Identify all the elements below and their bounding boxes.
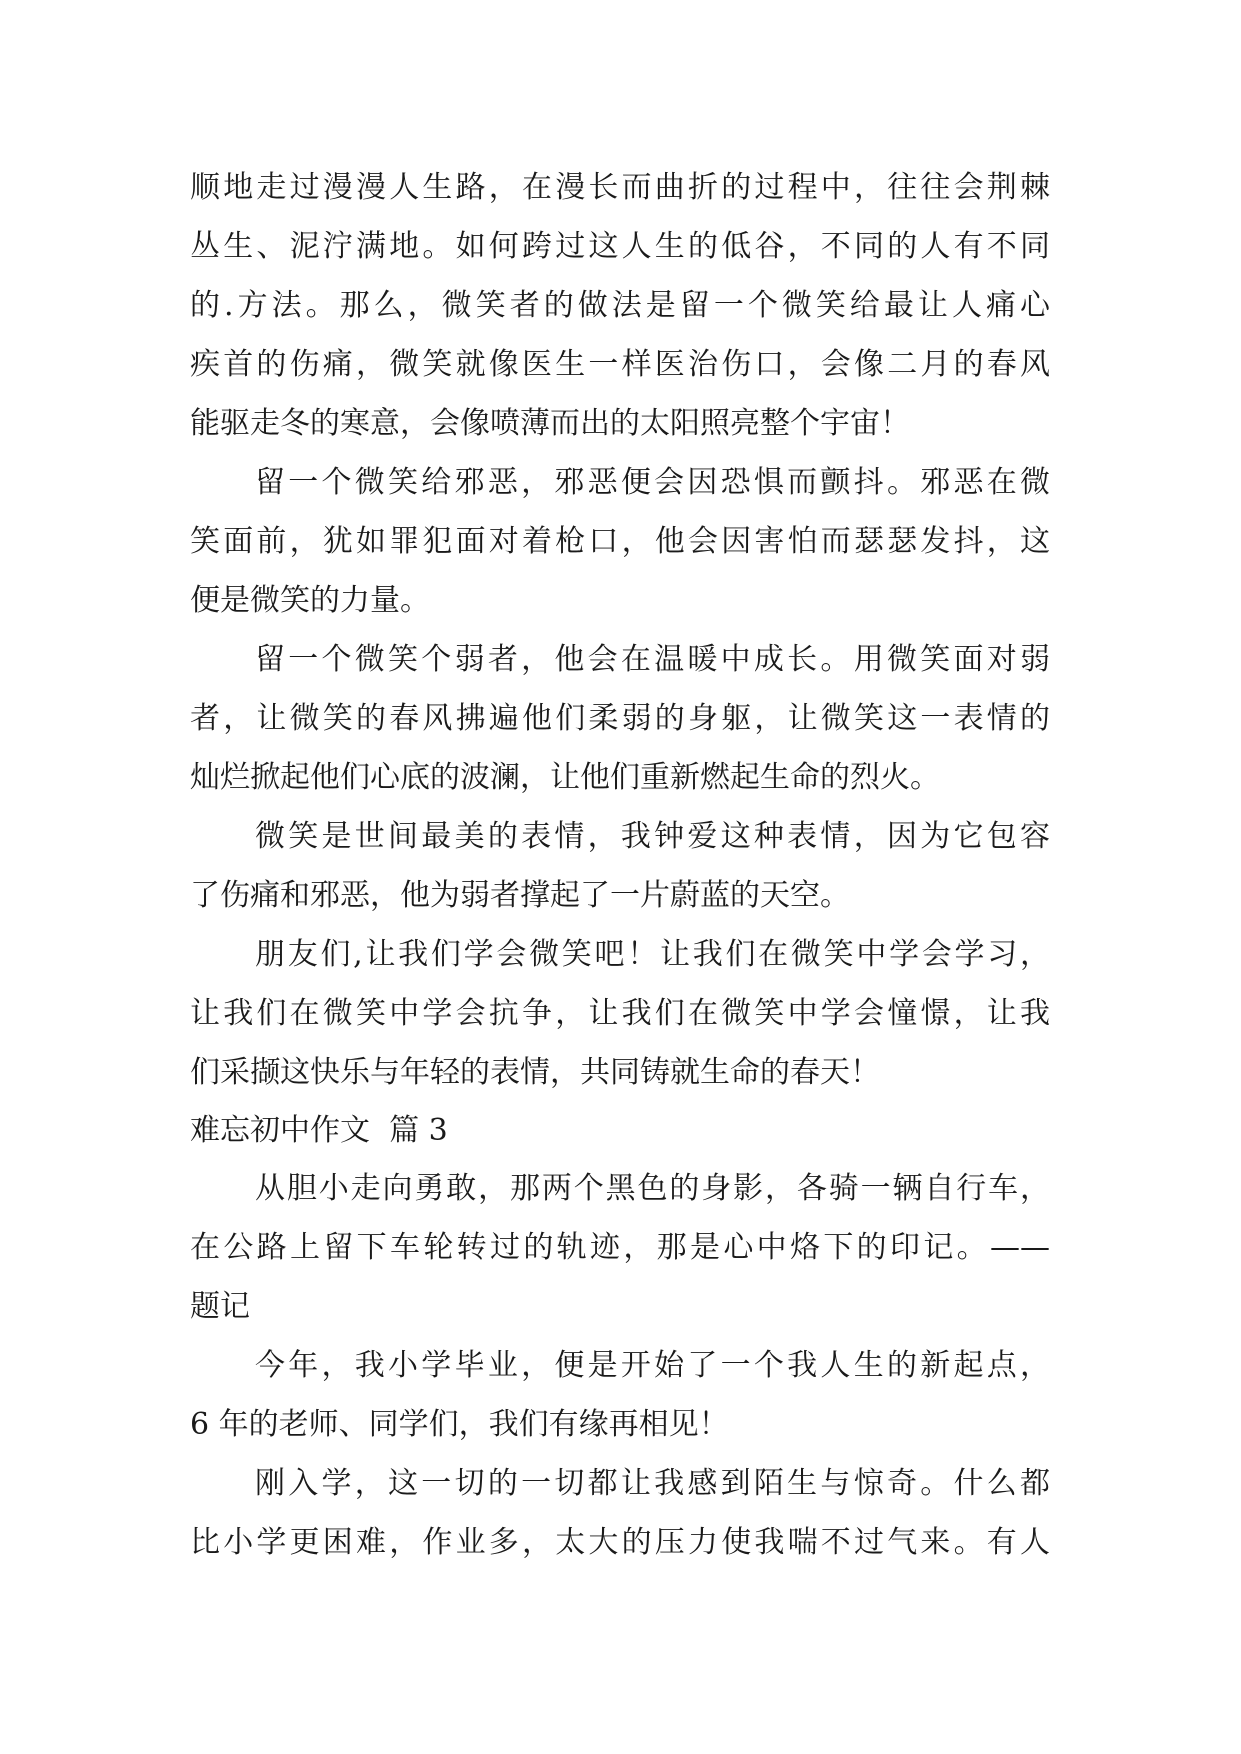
text-line: 了伤痛和邪恶，他为弱者撑起了一片蔚蓝的天空。 [190,878,850,913]
section-heading: 难忘初中作文 篇 3 [190,1113,448,1148]
text-line: 的.方法。那么，微笑者的做法是留一个微笑给最让人痛心 [190,288,1050,323]
text-line: 题记 [190,1289,250,1324]
text-line: 们采撷这快乐与年轻的表情，共同铸就生命的春天！ [190,1055,880,1090]
text-line: 疾首的伤痛，微笑就像医生一样医治伤口，会像二月的春风 [190,347,1050,382]
text-line: 丛生、泥泞满地。如何跨过这人生的低谷，不同的人有不同 [190,229,1050,264]
paragraph-first-line: 刚入学，这一切的一切都让我感到陌生与惊奇。什么都 [255,1466,1050,1501]
paragraph-first-line: 今年，我小学毕业，便是开始了一个我人生的新起点， [255,1348,1050,1383]
paragraph-first-line: 留一个微笑个弱者，他会在温暖中成长。用微笑面对弱 [255,642,1050,677]
text-line: 在公路上留下车轮转过的轨迹，那是心中烙下的印记。—— [190,1230,1050,1265]
text-line: 6 年的老师、同学们，我们有缘再相见！ [190,1407,729,1442]
text-line: 者，让微笑的春风拂遍他们柔弱的身躯，让微笑这一表情的 [190,701,1050,736]
text-line: 便是微笑的力量。 [190,583,430,618]
paragraph-first-line: 朋友们,让我们学会微笑吧！让我们在微笑中学会学习， [255,937,1050,972]
text-line: 顺地走过漫漫人生路，在漫长而曲折的过程中，往往会荆棘 [190,170,1050,205]
text-line: 笑面前，犹如罪犯面对着枪口，他会因害怕而瑟瑟发抖，这 [190,524,1050,559]
text-line: 让我们在微笑中学会抗争，让我们在微笑中学会憧憬，让我 [190,996,1050,1031]
text-line: 能驱走冬的寒意，会像喷薄而出的太阳照亮整个宇宙！ [190,406,910,441]
paragraph-first-line: 从胆小走向勇敢，那两个黑色的身影，各骑一辆自行车， [255,1171,1050,1206]
text-line: 比小学更困难，作业多，太大的压力使我喘不过气来。有人 [190,1525,1050,1560]
paragraph-first-line: 留一个微笑给邪恶，邪恶便会因恐惧而颤抖。邪恶在微 [255,465,1050,500]
paragraph-first-line: 微笑是世间最美的表情，我钟爱这种表情，因为它包容 [255,819,1050,854]
text-line: 灿烂掀起他们心底的波澜，让他们重新燃起生命的烈火。 [190,760,940,795]
